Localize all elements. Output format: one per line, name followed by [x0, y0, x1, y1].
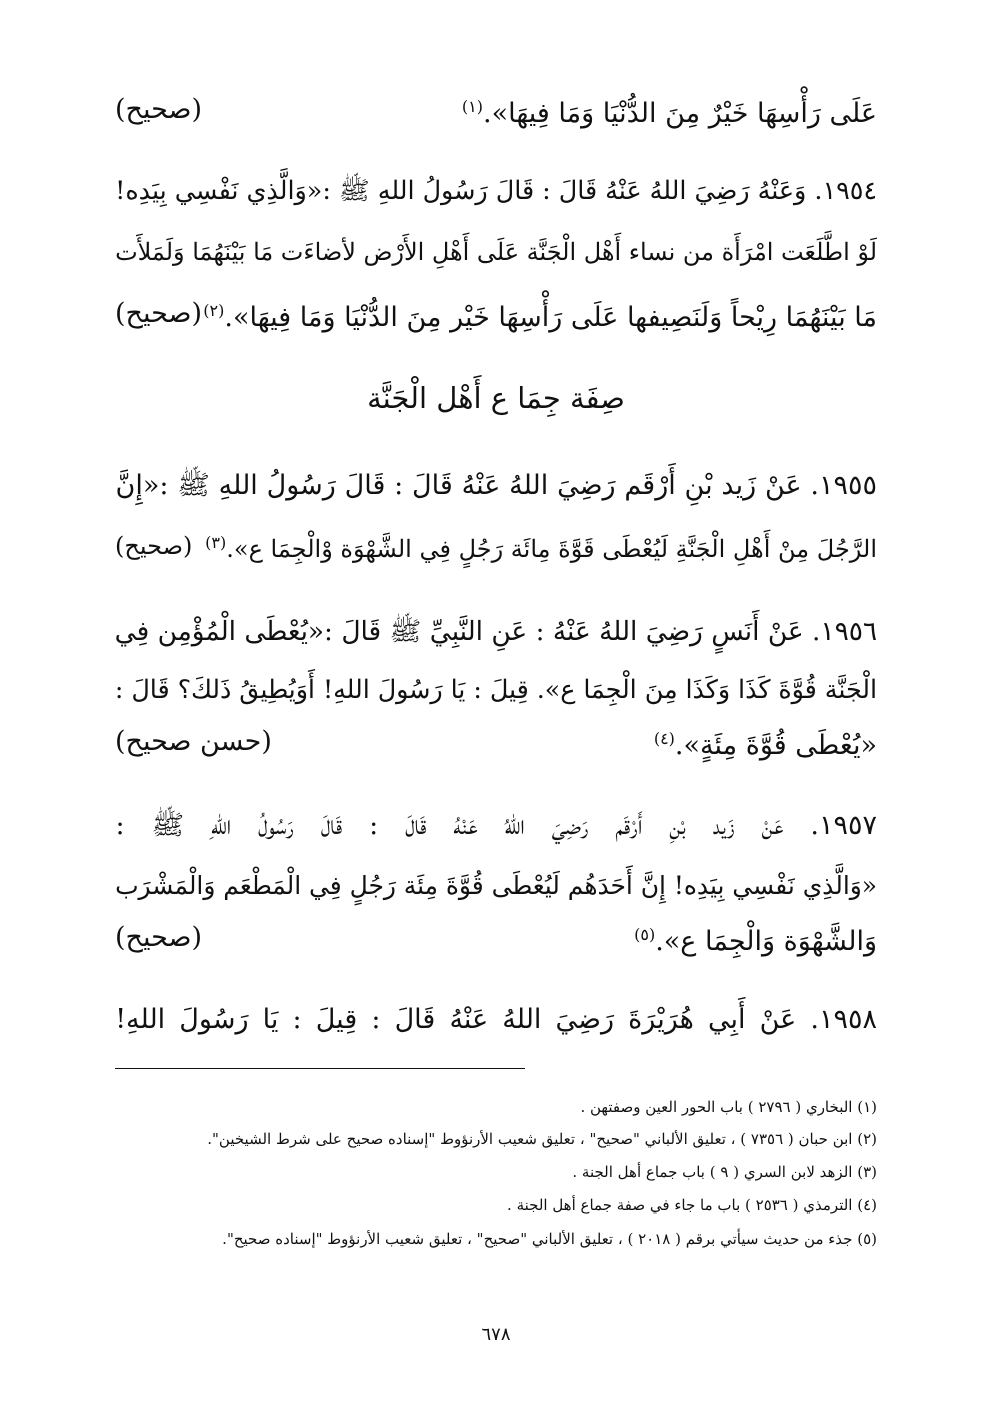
page-number: ٦٧٨: [481, 1324, 511, 1345]
hadith-1954-line-3: [115, 284, 877, 344]
hadith-text: وَالشَّهْوَة وَالْجِمَا ع».: [655, 925, 877, 957]
hadith-text: عَلَى رَأْسِهَا خَيْرٌ مِنَ الدُّنْيَا وَمَا فِيهَا».: [483, 97, 877, 129]
footnote-divider: [115, 1068, 525, 1069]
footnote-3: (٣) الزهد لابن السري ( ٩ ) باب جماع أهل الجنة .: [572, 1163, 877, 1181]
hadith-1956-line-1: [115, 602, 877, 662]
footnote-1: (١) البخاري ( ٢٧٩٦ ) باب الحور العين وصفتهن .: [580, 1098, 877, 1116]
hadith-1953-end-line: [115, 80, 877, 140]
section-heading: صِفَة جِمَا ع أَهْل الْجَنَّة: [367, 381, 625, 415]
grade-label: (صحيح): [115, 298, 202, 329]
hadith-1957-line-3: [115, 908, 877, 968]
grade-label: (صحيح): [115, 94, 202, 125]
hadith-text: لَوْ اطَّلَعَت امْرَأَة من نساء أَهْل الْجَنَّة عَلَى أَهْلِ الأَرْض لأضاءَت مَا بَيْنَهُمَا وَلَمَلأَت: [115, 238, 877, 266]
hadith-text: مَا بَيْنَهُمَا رِيْحاً وَلَنَصِيفها عَلَى رَأْسِهَا خَيْر مِنَ الدُّنْيَا وَمَا فِيهَا».: [224, 301, 877, 333]
hadith-1955-line-1: [115, 456, 877, 516]
hadith-1958-line-1: [115, 990, 877, 1050]
footnote-ref[interactable]: (٥): [634, 924, 656, 944]
hadith-1955-line-2: [115, 516, 877, 576]
hadith-1954-line-2: [115, 222, 877, 282]
footnote-4: (٤) الترمذي ( ٢٥٣٦ ) باب ما جاء في صفة جماع أهل الجنة .: [507, 1196, 877, 1214]
hadith-1954-line-1: [115, 160, 877, 220]
hadith-text: «يُعْطَى قُوَّةَ مِئَةٍ».: [674, 729, 877, 761]
footnote-ref[interactable]: (٤): [653, 728, 675, 748]
grade-label: (صحيح): [115, 922, 202, 953]
hadith-text: الرَّجُلَ مِنْ أَهْلِ الْجَنَّةِ لَيُعْطَى قَوَّةَ مِائَة رَجُلٍ فِي الشَّهْوَة وْالْجِمَا ع».: [226, 535, 877, 563]
hadith-text: ١٩٥٤. وَعَنْهُ رَضِيَ اللهُ عَنْهُ قَالَ : قَالَ رَسُولُ اللهِ ﷺ :«وَالَّذِي نَفْسِي بِيَدِه!: [115, 175, 877, 205]
hadith-1956-line-2: [115, 660, 877, 720]
hadith-text: ١٩٥٦. عَنْ أَنَسٍ رَضِيَ اللهُ عَنْهُ : عَنِ النَّبِيِّ ﷺ قَالَ :«يُعْطَى الْمُؤْمِن فِي: [115, 617, 877, 647]
grade-label: (حسن صحيح): [115, 726, 272, 757]
footnote-2: (٢) ابن حبان ( ٧٣٥٦ ) ، تعليق الألباني "صحيح" ، تعليق شعيب الأرنؤوط "إسناده صحيح على شرط الشيخين".: [207, 1130, 877, 1148]
footnote-ref[interactable]: (٢): [203, 300, 225, 320]
hadith-1956-line-3: [115, 712, 877, 772]
grade-label: (صحيح): [115, 532, 193, 560]
hadith-text: الْجَنَّة قُوَّةَ كَذَا وَكَذَا مِنَ الْجِمَا ع». قِيلَ : يَا رَسُولَ اللهِ! أَوَيُطِيقُ ذَلكَ؟ قَالَ :: [115, 675, 877, 704]
hadith-1957-line-1: [115, 796, 877, 856]
footnote-ref[interactable]: (٣): [205, 533, 227, 552]
footnote-5: (٥) جذء من حديث سيأتي برقم ( ٢٠١٨ ) ، تعليق الألباني "صحيح" ، تعليق شعيب الأرنؤوط "إسناده صحيح".: [222, 1230, 877, 1248]
footnote-ref[interactable]: (١): [461, 96, 484, 116]
hadith-text: ١٩٥٧. عَنْ زَيد بْنِ أَرْقَم رَضِيَ اللهُ عَنْهُ قَالَ : قَالَ رَسُولُ اللهِ ﷺ :: [115, 810, 877, 841]
hadith-text: ١٩٥٥. عَنْ زَيد بْنِ أَرْقَم رَضِيَ اللهُ عَنْهُ قَالَ : قَالَ رَسُولُ اللهِ ﷺ :«إِنَّ: [115, 470, 877, 501]
hadith-1957-line-2: [115, 856, 877, 916]
hadith-text: «وَالَّذِي نَفْسِي بِيَدِه! إِنَّ أَحَدَهُم لَيُعْطَى قُوَّةَ مِئَة رَجُلٍ فِي الْمَطْعَم وَالْمَشْرَب: [115, 871, 877, 900]
hadith-text: ١٩٥٨. عَنْ أَبِي هُرَيْرَةَ رَضِيَ اللهُ عَنْهُ قَالَ : قِيلَ : يَا رَسُولَ اللهِ!: [115, 1004, 877, 1035]
